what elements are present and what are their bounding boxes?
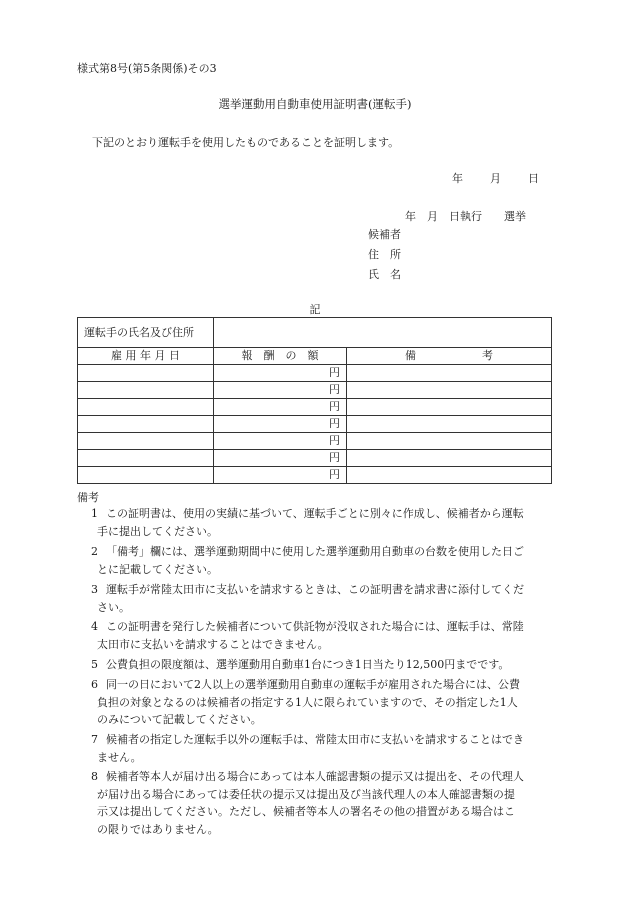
employment-date-cell[interactable] <box>78 416 214 433</box>
note-line: ません。 <box>97 750 142 764</box>
note-line: 手に提出してください。 <box>97 524 218 538</box>
date-year: 年 <box>452 172 463 185</box>
ki-mark: 記 <box>309 303 321 316</box>
note-number: 8 <box>91 770 98 783</box>
address-label: 住 所 <box>368 248 401 261</box>
note-line: のみについて記載してください。 <box>97 713 262 726</box>
note-line: この証明書は、使用の実績に基づいて、運転手ごとに別々に作成し、候補者から運転 <box>106 507 524 520</box>
remarks-cell[interactable] <box>347 416 552 433</box>
remuneration-cell[interactable]: 円 <box>214 433 347 450</box>
table-row <box>78 365 552 382</box>
remuneration-cell[interactable]: 円 <box>214 382 347 399</box>
note-line: 候補者等本人が届け出る場合にあっては本人確認書類の提示又は提出を、その代理人 <box>106 770 524 783</box>
column-header-remarks: 備 考 <box>347 348 552 365</box>
remarks-cell[interactable] <box>347 382 552 399</box>
note-line: 同一の日において2人以上の選挙運動用自動車の運転手が雇用された場合には、公費 <box>106 678 520 691</box>
remarks-cell[interactable] <box>347 467 552 484</box>
note-item <box>77 581 557 616</box>
column-header-employment-date: 雇 用 年 月 日 <box>78 348 214 365</box>
column-header-remuneration: 報 酬 の 額 <box>214 348 347 365</box>
table-row <box>78 382 552 399</box>
remarks-cell[interactable] <box>347 450 552 467</box>
date-day: 日 <box>528 172 539 185</box>
date-month: 月 <box>490 172 501 185</box>
table-header-row <box>78 348 552 365</box>
remuneration-cell[interactable]: 円 <box>214 365 347 382</box>
employment-date-cell[interactable] <box>78 450 214 467</box>
note-line: 候補者の指定した運転手以外の運転手は、常陸太田市に支払いを請求することはでき <box>106 733 524 746</box>
employment-date-cell[interactable] <box>78 365 214 382</box>
table-row <box>78 433 552 450</box>
note-line: とに記載してください。 <box>97 562 218 576</box>
candidate-label: 候補者 <box>368 228 401 241</box>
note-line: 「備考」欄には、選挙運動期間中に使用した選挙運動用自動車の台数を使用した日ご <box>106 545 524 558</box>
remuneration-cell[interactable]: 円 <box>214 416 347 433</box>
note-line: 公費負担の限度額は、選挙運動用自動車1台につき1日当たり12,500円までです。 <box>106 658 510 671</box>
driver-table <box>77 317 552 484</box>
remarks-cell[interactable] <box>347 433 552 450</box>
table-row <box>78 467 552 484</box>
note-line: 示又は提出してください。ただし、候補者等本人の署名その他の措置がある場合はこ <box>97 805 515 818</box>
note-number: 6 <box>91 678 98 691</box>
table-row <box>78 416 552 433</box>
employment-date-cell[interactable] <box>78 382 214 399</box>
note-line: さい。 <box>97 600 130 614</box>
note-line: の限りではありません。 <box>97 822 219 836</box>
note-line: 太田市に支払いを請求することはできません。 <box>97 637 329 651</box>
election-date-line: 年 月 日執行 選挙 <box>405 210 526 223</box>
driver-name-row <box>78 318 552 348</box>
note-item <box>77 543 557 578</box>
employment-date-cell[interactable] <box>78 399 214 416</box>
note-number: 5 <box>91 658 98 671</box>
note-line: 負担の対象となるのは候補者の指定する1人に限られていますので、その指定した1人 <box>97 695 518 709</box>
driver-name-address-label: 運転手の氏名及び住所 <box>78 318 214 348</box>
note-item <box>77 731 557 766</box>
document-title: 選挙運動用自動車使用証明書(運転手) <box>218 97 412 111</box>
note-number: 1 <box>91 507 98 520</box>
note-number: 7 <box>91 733 98 746</box>
note-number: 3 <box>91 583 98 596</box>
name-label: 氏 名 <box>368 268 401 281</box>
employment-date-cell[interactable] <box>78 433 214 450</box>
note-line: が届け出る場合にあっては委任状の提示又は提出及び当該代理人の本人確認書類の提 <box>97 787 515 801</box>
date-line <box>452 170 539 186</box>
remarks-cell[interactable] <box>347 399 552 416</box>
table-row <box>78 450 552 467</box>
employment-date-cell[interactable] <box>78 467 214 484</box>
note-item <box>77 656 557 674</box>
form-number: 様式第8号(第5条関係)その3 <box>77 62 217 75</box>
note-item <box>77 505 557 540</box>
note-line: この証明書を発行した候補者について供託物が没収された場合には、運転手は、常陸 <box>106 620 524 633</box>
note-item <box>77 618 557 653</box>
remuneration-cell[interactable]: 円 <box>214 399 347 416</box>
driver-name-address-field[interactable] <box>214 318 552 348</box>
notes-heading: 備考 <box>77 491 99 504</box>
remarks-cell[interactable] <box>347 365 552 382</box>
table-row <box>78 399 552 416</box>
certification-statement: 下記のとおり運転手を使用したものであることを証明します。 <box>92 136 400 149</box>
note-number: 4 <box>91 620 98 633</box>
note-number: 2 <box>91 545 98 558</box>
note-line: 運転手が常陸太田市に支払いを請求するときは、この証明書を請求書に添付してくだ <box>106 583 524 596</box>
remuneration-cell[interactable]: 円 <box>214 450 347 467</box>
remuneration-cell[interactable]: 円 <box>214 467 347 484</box>
note-item <box>77 768 557 838</box>
note-item <box>77 676 557 729</box>
